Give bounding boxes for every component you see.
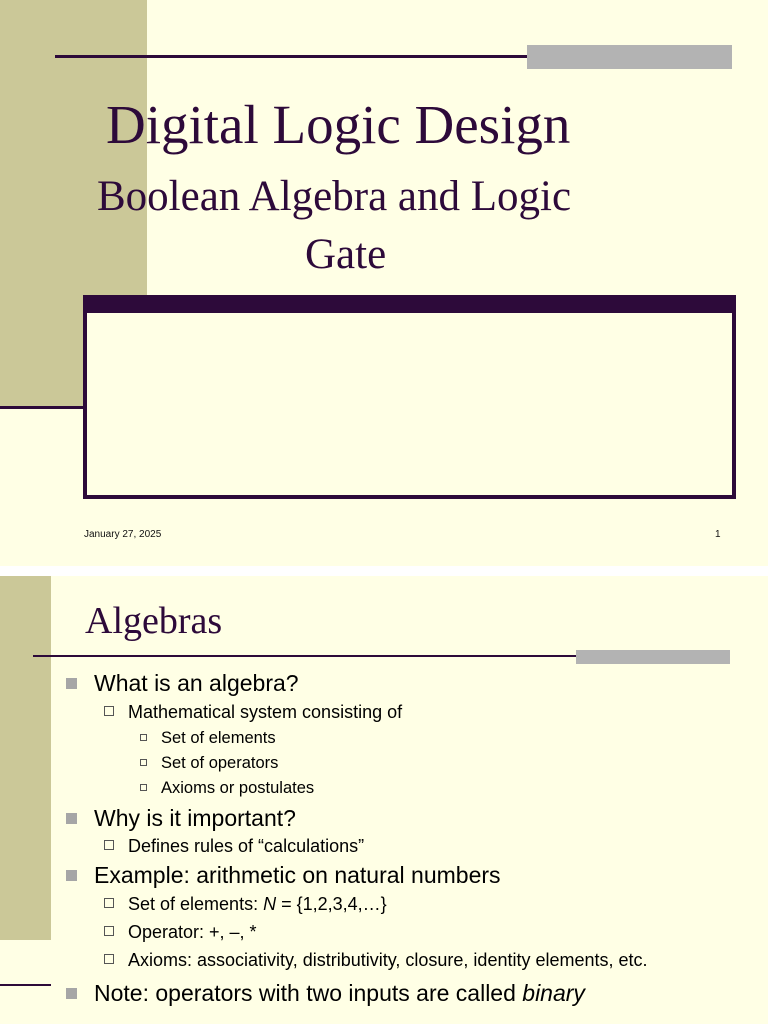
bullet-why-important: Why is it important?: [66, 804, 726, 833]
sub-sub-bullet: Set of operators: [66, 751, 726, 776]
slide-gap: [0, 566, 768, 576]
algebras-slide: [0, 576, 768, 1024]
sub-bullet: Set of elements: N = {1,2,3,4,…}: [66, 893, 726, 915]
sub-bullet: Operator: +, –, *: [66, 921, 726, 943]
bullet-marker: [66, 813, 77, 824]
bullet-what-is-algebra: What is an algebra?: [66, 669, 726, 698]
bullet-example: Example: arithmetic on natural numbers: [66, 861, 726, 890]
bullet-marker: [104, 840, 114, 850]
sub-sub-bullet: Axioms or postulates: [66, 776, 726, 801]
footer-date: January 27, 2025: [84, 529, 162, 540]
bullet-marker: [66, 988, 77, 999]
bullet-marker: [140, 784, 147, 791]
page-number: 1: [715, 529, 721, 540]
bullet-marker: [104, 706, 114, 716]
slide-subtitle-line2: Gate: [305, 231, 387, 278]
bullet-marker: [104, 898, 114, 908]
bullet-list: [66, 669, 726, 1008]
left-decor-line: [0, 984, 51, 986]
bullet-marker: [66, 678, 77, 689]
bullet-marker: [66, 870, 77, 881]
sub-bullet: Axioms: associativity, distributivity, closure, identity elements, etc.: [66, 949, 726, 971]
sub-bullet: Mathematical system consisting of: [66, 701, 726, 723]
sub-bullet: Defines rules of “calculations”: [66, 835, 726, 857]
title-accent-bar: [576, 650, 730, 664]
left-decor-bar: [0, 576, 51, 940]
sub-sub-bullet: Set of elements: [66, 726, 726, 751]
bullet-marker: [140, 759, 147, 766]
top-accent-bar: [527, 45, 732, 69]
slide-title: Algebras: [85, 600, 223, 642]
bullet-note: Note: operators with two inputs are called binary: [66, 979, 726, 1008]
slide-subtitle-line1: Boolean Algebra and Logic: [97, 173, 572, 220]
left-decor-line: [0, 406, 84, 409]
slide-title: Digital Logic Design: [106, 94, 571, 155]
content-box: [83, 295, 736, 499]
bullet-marker: [104, 954, 114, 964]
bullet-marker: [104, 926, 114, 936]
bullet-marker: [140, 734, 147, 741]
